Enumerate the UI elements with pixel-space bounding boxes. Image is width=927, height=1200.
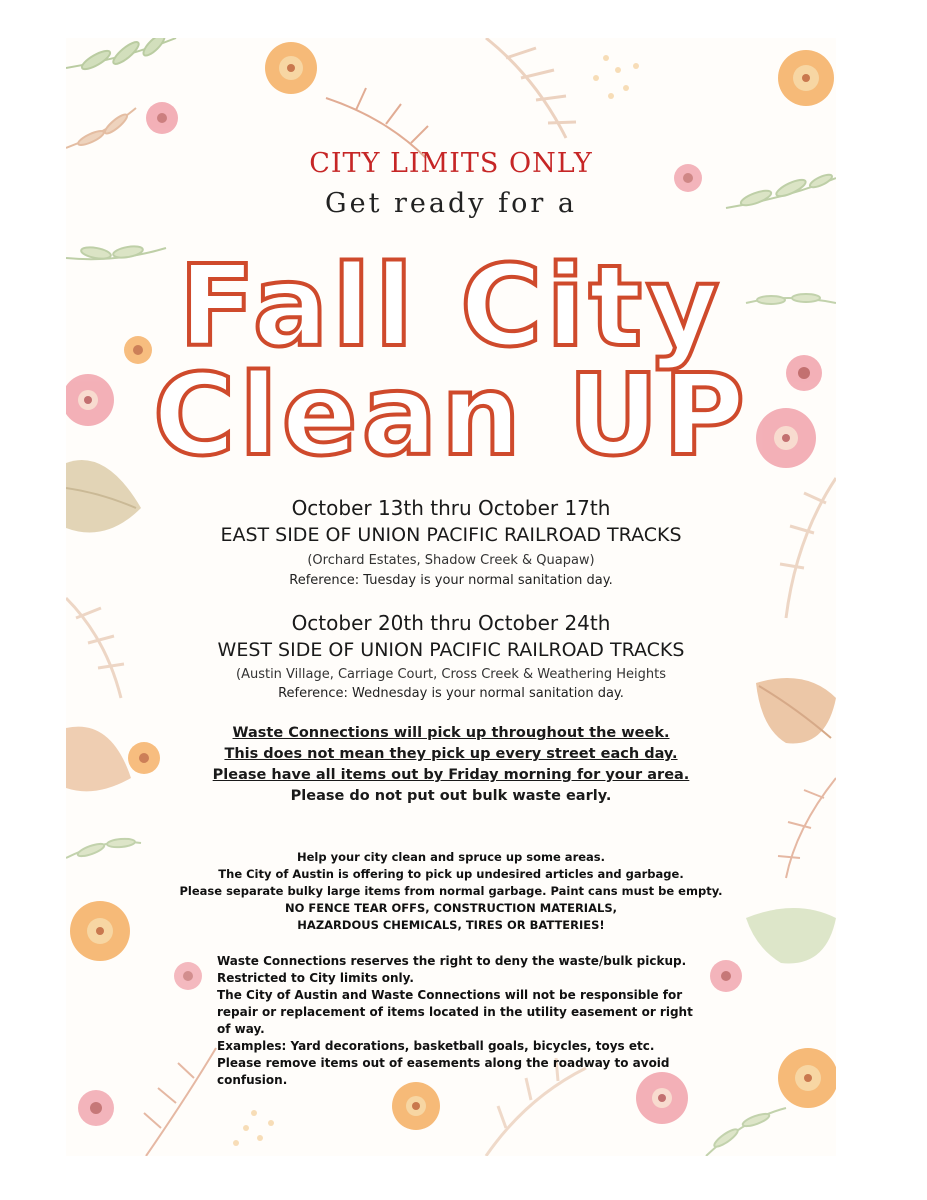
east-neighborhoods: (Orchard Estates, Shadow Creek & Quapaw)	[307, 553, 595, 568]
flower-icon	[265, 42, 317, 94]
waste-notice-line: Waste Connections will pick up throughout the week.	[232, 725, 670, 741]
notes-line: Restricted to City limits only.	[217, 971, 414, 985]
flower-icon	[146, 102, 178, 134]
west-neighborhoods: (Austin Village, Carriage Court, Cross Creek & Weathering Heights	[236, 667, 666, 682]
flower-icon	[778, 50, 834, 106]
notes-line: Examples: Yard decorations, basketball goals, bicycles, toys etc.	[217, 1039, 655, 1053]
notes-line: of way.	[217, 1022, 265, 1036]
dots-decoration	[233, 1110, 274, 1146]
leaf-sprig-icon	[66, 38, 176, 72]
leaf-sprig-icon	[706, 1108, 786, 1156]
title-line-2: Clean UP	[153, 351, 749, 481]
city-limits-heading: CITY LIMITS ONLY	[309, 148, 593, 179]
notes-line: The City of Austin and Waste Connections will not be responsible for	[217, 988, 683, 1002]
east-side-label: EAST SIDE OF UNION PACIFIC RAILROAD TRACKS	[220, 524, 682, 546]
get-ready-subheading: Get ready for a	[325, 188, 577, 219]
help-paragraph-line: NO FENCE TEAR OFFS, CONSTRUCTION MATERIALS,	[285, 901, 617, 915]
west-side-label: WEST SIDE OF UNION PACIFIC RAILROAD TRACKS	[217, 639, 685, 661]
title-line-1: Fall City	[178, 242, 724, 372]
help-paragraph-line: Please separate bulky large items from normal garbage. Paint cans must be empty.	[179, 884, 723, 898]
waste-notice-line: Please do not put out bulk waste early.	[290, 788, 612, 804]
flower-icon	[392, 1082, 440, 1130]
help-paragraph-line: The City of Austin is offering to pick up undesired articles and garbage.	[218, 867, 684, 881]
help-paragraph-line: Help your city clean and spruce up some areas.	[296, 850, 606, 864]
flyer	[66, 38, 836, 1156]
west-reference: Reference: Wednesday is your normal sanitation day.	[278, 686, 624, 701]
west-dates: October 20th thru October 24th	[291, 611, 611, 635]
notes-line: confusion.	[217, 1073, 288, 1087]
waste-notice-line: This does not mean they pick up every street each day.	[224, 746, 678, 762]
flower-icon	[78, 1090, 114, 1126]
dots-decoration	[593, 55, 639, 99]
leaf-icon	[746, 908, 836, 963]
leaf-sprig-icon	[486, 38, 576, 138]
east-dates: October 13th thru October 17th	[291, 496, 611, 520]
flower-icon	[174, 962, 202, 990]
east-reference: Reference: Tuesday is your normal sanitation day.	[289, 573, 613, 588]
notes-line: repair or replacement of items located in the utility easement or right	[217, 1005, 693, 1019]
leaf-sprig-icon	[144, 1048, 216, 1156]
flower-icon	[778, 1048, 836, 1108]
help-paragraph-line: HAZARDOUS CHEMICALS, TIRES OR BATTERIES!	[297, 918, 605, 932]
notes-line: Waste Connections reserves the right to deny the waste/bulk pickup.	[217, 954, 687, 968]
notes-block	[217, 953, 737, 1089]
leaf-sprig-icon	[66, 108, 136, 148]
notes-line: Please remove items out of easements along the roadway to avoid	[217, 1056, 670, 1070]
waste-notice-line: Please have all items out by Friday morning for your area.	[212, 767, 690, 783]
